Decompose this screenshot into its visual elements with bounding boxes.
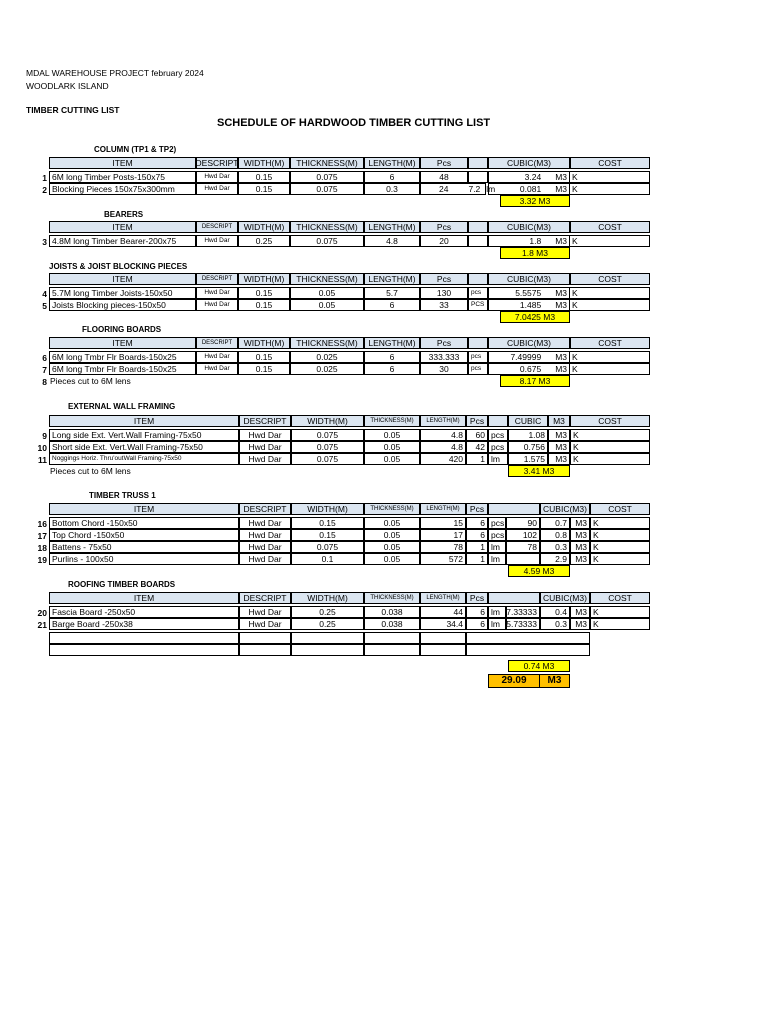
item-name: Purlins - 100x50 — [49, 553, 239, 565]
joists-header-thick: THICKNESS(M) — [290, 273, 364, 285]
wall-header-desc: DESCRIPT — [239, 415, 291, 427]
item-cubic: 1.485 — [519, 299, 542, 310]
item-lm: 102 — [506, 529, 540, 541]
joists-header-cost: COST — [570, 273, 650, 285]
item-lm: 5.73333 — [506, 618, 540, 630]
joists-header-pcs: Pcs — [420, 273, 468, 285]
item-cost: K — [570, 235, 650, 247]
item-cost: K — [590, 606, 650, 618]
item-cubic-unit: M3 — [555, 183, 567, 194]
item-thickness: 0.05 — [364, 529, 420, 541]
item-pcs: 60 — [466, 429, 488, 441]
item-width: 0.15 — [238, 351, 290, 363]
item-cubic-unit: M3 — [570, 553, 590, 565]
item-pcs: 130 — [420, 287, 468, 299]
item-lm-value: 7.2 — [468, 183, 481, 194]
item-name: 6M long Tmbr Flr Boards-150x25 — [49, 351, 196, 363]
truss-header-thick: THICKNESS(M) — [364, 503, 420, 515]
row-number: 19 — [37, 555, 47, 565]
item-cubic: 0.4 — [540, 606, 570, 618]
item-width: 0.075 — [291, 441, 364, 453]
row-number: 21 — [37, 620, 47, 630]
item-descript: Hwd Dar — [196, 351, 238, 363]
column-header-item: ITEM — [49, 157, 196, 169]
blank-cell — [420, 644, 466, 656]
item-pcs: 1 — [466, 541, 488, 553]
flooring-header-cost: COST — [570, 337, 650, 349]
item-cubic-wrap — [488, 299, 570, 311]
item-pcs-value: 24 — [439, 183, 449, 194]
item-length: 0.3 — [364, 183, 420, 195]
item-width: 0.075 — [291, 453, 364, 465]
item-cubic-wrap — [488, 287, 570, 299]
item-cost: K — [570, 171, 650, 183]
item-descript: Hwd Dar — [239, 541, 291, 553]
joists-header-item: ITEM — [49, 273, 196, 285]
item-length: 6 — [364, 363, 420, 375]
item-cubic-wrap — [488, 351, 570, 363]
item-thickness: 0.038 — [364, 618, 420, 630]
blank-cell — [466, 644, 590, 656]
project-location: WOODLARK ISLAND — [26, 81, 109, 91]
item-descript: Hwd Dar — [239, 606, 291, 618]
item-width: 0.15 — [238, 287, 290, 299]
item-cost: K — [590, 618, 650, 630]
row-number: 10 — [37, 443, 47, 453]
item-length: 34.4 — [420, 618, 466, 630]
item-thickness: 0.05 — [364, 453, 420, 465]
bearers-header-length: LENGTH(M) — [364, 221, 420, 233]
item-pcs: 48 — [420, 171, 468, 183]
truss-header-item: ITEM — [49, 503, 239, 515]
bearers-header-item: ITEM — [49, 221, 196, 233]
row-number: 5 — [42, 301, 47, 311]
wall-header-length: LENGTH(M) — [420, 415, 466, 427]
item-thickness: 0.075 — [290, 235, 364, 247]
column-total: 3.32 M3 — [500, 195, 570, 207]
item-cost: K — [570, 363, 650, 375]
item-length: 6 — [364, 351, 420, 363]
item-length: 17 — [420, 529, 466, 541]
item-unit: lm — [488, 606, 506, 618]
column-header-width: WIDTH(M) — [238, 157, 290, 169]
item-descript: Hwd Dar — [239, 529, 291, 541]
item-descript: Hwd Dar — [239, 517, 291, 529]
item-cubic: 1.08 — [508, 429, 548, 441]
item-cubic: 0.081 — [519, 183, 542, 194]
item-width: 0.15 — [238, 183, 290, 195]
column-header-desc: DESCRIPT — [195, 157, 239, 168]
item-cubic: 7.49999 — [510, 351, 542, 362]
item-descript: Hwd Dar — [239, 453, 291, 465]
column-header-pcs: Pcs — [420, 157, 468, 169]
truss-section-title: TIMBER TRUSS 1 — [89, 491, 156, 500]
flooring-header-item: ITEM — [49, 337, 196, 349]
item-cubic-unit: M3 — [570, 529, 590, 541]
item-width: 0.25 — [291, 606, 364, 618]
item-cubic-unit: M3 — [570, 606, 590, 618]
wall-header-thick: THICKNESS(M) — [364, 415, 420, 427]
item-name: Joists Blocking pieces-150x50 — [49, 299, 196, 311]
item-descript: Hwd Dar — [196, 299, 238, 311]
item-descript: Hwd Dar — [239, 441, 291, 453]
flooring-header-width: WIDTH(M) — [238, 337, 290, 349]
roofing-header-desc: DESCRIPT — [239, 592, 291, 604]
flooring-header-length: LENGTH(M) — [364, 337, 420, 349]
item-pcs: 30 — [420, 363, 468, 375]
wall-header-cost: COST — [570, 415, 650, 427]
row-number: 17 — [37, 531, 47, 541]
item-unit: lm — [488, 553, 506, 565]
item-descript: Hwd Dar — [196, 171, 238, 183]
wall-header-blank — [488, 415, 508, 427]
item-cubic-unit: M3 — [555, 363, 567, 374]
item-name: Fascia Board -250x50 — [49, 606, 239, 618]
item-cubic: 0.3 — [540, 618, 570, 630]
item-cost: K — [590, 553, 650, 565]
item-lm: 7.33333 — [506, 606, 540, 618]
item-length: 4.8 — [420, 429, 466, 441]
roofing-header-length: LENGTH(M) — [420, 592, 466, 604]
item-pcs: 42 — [466, 441, 488, 453]
flooring-total: 8.17 M3 — [500, 375, 570, 387]
flooring-header-desc: DESCRIPT — [196, 337, 238, 349]
item-unit: PCS — [468, 299, 488, 311]
item-length: 4.8 — [420, 441, 466, 453]
item-cubic-wrap — [488, 171, 570, 183]
wall-header-m3: M3 — [548, 415, 570, 427]
item-cubic: 0.756 — [508, 441, 548, 453]
item-unit: pcs — [488, 529, 506, 541]
row-number: 16 — [37, 519, 47, 529]
item-cubic-unit: M3 — [548, 453, 570, 465]
item-name: Long side Ext. Vert.Wall Framing-75x50 — [49, 429, 239, 441]
column-header-thick: THICKNESS(M) — [290, 157, 364, 169]
item-width: 0.15 — [238, 363, 290, 375]
item-cubic-unit: M3 — [548, 429, 570, 441]
item-thickness: 0.05 — [364, 517, 420, 529]
item-name: Bottom Chord -150x50 — [49, 517, 239, 529]
item-cost: K — [570, 183, 650, 195]
flooring-header-blank — [468, 337, 488, 349]
list-title: TIMBER CUTTING LIST — [26, 105, 120, 115]
item-cubic-unit: M3 — [555, 287, 567, 298]
item-cubic: 0.675 — [519, 363, 542, 374]
item-cubic-unit: M3 — [570, 541, 590, 553]
item-cubic: 0.8 — [540, 529, 570, 541]
item-width: 0.15 — [291, 517, 364, 529]
roofing-header-blank — [488, 592, 540, 604]
item-thickness: 0.038 — [364, 606, 420, 618]
roofing-total: 0.74 M3 — [508, 660, 570, 672]
item-cubic: 1.8 — [529, 235, 542, 246]
joists-header-length: LENGTH(M) — [364, 273, 420, 285]
item-cubic-unit: M3 — [555, 299, 567, 310]
schedule-title: SCHEDULE OF HARDWOOD TIMBER CUTTING LIST — [217, 117, 491, 129]
joists-header-cubic: CUBIC(M3) — [488, 273, 570, 285]
item-width: 0.25 — [291, 618, 364, 630]
flooring-header-thick: THICKNESS(M) — [290, 337, 364, 349]
item-name: Blocking Pieces 150x75x300mm — [49, 183, 196, 195]
item-unit — [468, 235, 488, 247]
blank-cell — [239, 644, 291, 656]
truss-header-cost: COST — [590, 503, 650, 515]
item-descript: Hwd Dar — [196, 287, 238, 299]
blank-cell — [49, 644, 239, 656]
blank-cell — [49, 632, 239, 644]
truss-header-width: WIDTH(M) — [291, 503, 364, 515]
item-lm: 90 — [506, 517, 540, 529]
row-number: 2 — [42, 185, 47, 195]
item-name: Noggings Horiz. Thru'outWall Framing-75x50 — [49, 453, 239, 465]
item-cubic-unit: M3 — [570, 618, 590, 630]
truss-header-desc: DESCRIPT — [239, 503, 291, 515]
flooring-header-cubic: CUBIC(M3) — [488, 337, 570, 349]
item-unit: pcs — [488, 517, 506, 529]
item-unit: pcs — [468, 363, 488, 375]
item-thickness: 0.05 — [364, 429, 420, 441]
item-cost: K — [570, 287, 650, 299]
item-pcs: 6 — [466, 606, 488, 618]
row-number: 9 — [42, 431, 47, 441]
column-header-length: LENGTH(M) — [364, 157, 420, 169]
bearers-header-blank — [468, 221, 488, 233]
roofing-header-thick: THICKNESS(M) — [364, 592, 420, 604]
item-name: 6M long Tmbr Flr Boards-150x25 — [49, 363, 196, 375]
item-cubic: 5.5575 — [515, 287, 542, 298]
row-number: 7 — [42, 365, 47, 375]
bearers-total: 1.8 M3 — [500, 247, 570, 259]
item-unit: lm — [486, 183, 496, 194]
column-header-cubic: CUBIC(M3) — [488, 157, 570, 169]
item-name: Battens - 75x50 — [49, 541, 239, 553]
item-descript: Hwd Dar — [239, 553, 291, 565]
row-number: 18 — [37, 543, 47, 553]
item-length: 6 — [364, 299, 420, 311]
blank-cell — [364, 632, 420, 644]
item-pcs: 333.333 — [420, 351, 468, 363]
item-cubic-unit: M3 — [555, 235, 567, 246]
wall-header-item: ITEM — [49, 415, 239, 427]
item-cubic-wrap — [488, 363, 570, 375]
item-pcs: 1 — [466, 553, 488, 565]
truss-total: 4.59 M3 — [508, 565, 570, 577]
item-thickness: 0.025 — [290, 351, 364, 363]
item-cubic: 1.575 — [508, 453, 548, 465]
item-unit: lm — [488, 541, 506, 553]
item-cost: K — [570, 351, 650, 363]
roofing-header-cubic: CUBIC(M3) — [540, 592, 590, 604]
item-unit: lm — [488, 453, 508, 465]
blank-cell — [291, 632, 364, 644]
grand-total-unit: M3 — [540, 674, 570, 688]
column-header-cost: COST — [570, 157, 650, 169]
bearers-header-desc: DESCRIPT — [196, 221, 238, 233]
row-number: 4 — [42, 289, 47, 299]
item-cost: K — [590, 529, 650, 541]
item-cost: K — [570, 429, 650, 441]
item-width: 0.15 — [291, 529, 364, 541]
wall-header-cubic: CUBIC — [508, 415, 548, 427]
joists-header-blank — [468, 273, 488, 285]
item-pcs — [420, 183, 496, 195]
item-thickness: 0.05 — [290, 299, 364, 311]
item-unit — [468, 171, 488, 183]
item-cubic: 3.24 — [524, 171, 542, 182]
wall-header-pcs: Pcs — [466, 415, 488, 427]
item-cost: K — [570, 441, 650, 453]
item-lm: 78 — [506, 541, 540, 553]
item-name: 6M long Timber Posts-150x75 — [49, 171, 196, 183]
item-cost: K — [570, 453, 650, 465]
row-number: 1 — [42, 173, 47, 183]
roofing-header-cost: COST — [590, 592, 650, 604]
item-descript: Hwd Dar — [239, 429, 291, 441]
item-unit: pcs — [488, 429, 508, 441]
item-thickness: 0.05 — [364, 441, 420, 453]
item-cost: K — [590, 517, 650, 529]
item-length: 6 — [364, 171, 420, 183]
row-number: 3 — [42, 237, 47, 247]
item-name: Top Chord -150x50 — [49, 529, 239, 541]
item-cost: K — [570, 299, 650, 311]
roofing-section-title: ROOFING TIMBER BOARDS — [68, 580, 176, 589]
item-cubic-unit: M3 — [555, 351, 567, 362]
truss-header-blank — [488, 503, 540, 515]
blank-cell — [420, 632, 466, 644]
project-title: MDAL WAREHOUSE PROJECT february 2024 — [26, 68, 204, 78]
item-name: Barge Board -250x38 — [49, 618, 239, 630]
item-unit: pcs — [468, 351, 488, 363]
truss-header-pcs: Pcs — [466, 503, 488, 515]
item-thickness: 0.025 — [290, 363, 364, 375]
blank-cell — [291, 644, 364, 656]
item-cubic-unit: M3 — [548, 441, 570, 453]
item-width: 0.1 — [291, 553, 364, 565]
item-cubic-unit: M3 — [555, 171, 567, 182]
blank-cell — [364, 644, 420, 656]
item-length: 78 — [420, 541, 466, 553]
row-number: 20 — [37, 608, 47, 618]
blank-cell — [239, 632, 291, 644]
item-cubic: 0.3 — [540, 541, 570, 553]
column-header-blank — [468, 157, 488, 169]
item-unit: lm — [488, 618, 506, 630]
item-thickness: 0.075 — [290, 183, 364, 195]
bearers-section-title: BEARERS — [104, 210, 144, 219]
blank-cell — [466, 632, 590, 644]
flooring-header-pcs: Pcs — [420, 337, 468, 349]
truss-header-cubic: CUBIC(M3) — [540, 503, 590, 515]
item-cubic: 2.9 — [540, 553, 570, 565]
bearers-header-width: WIDTH(M) — [238, 221, 290, 233]
column-section-title: COLUMN (TP1 & TP2) — [94, 145, 177, 154]
item-descript: Hwd Dar — [196, 363, 238, 375]
joists-total: 7.0425 M3 — [500, 311, 570, 323]
item-pcs: 6 — [466, 517, 488, 529]
row-number: 8 — [42, 377, 47, 387]
item-width: 0.075 — [291, 429, 364, 441]
joists-section-title: JOISTS & JOIST BLOCKING PIECES — [49, 262, 188, 271]
item-width: 0.25 — [238, 235, 290, 247]
item-cubic-wrap — [488, 183, 570, 195]
item-name: Short side Ext. Vert.Wall Framing-75x50 — [49, 441, 239, 453]
item-thickness: 0.05 — [290, 287, 364, 299]
flooring-note: Pieces cut to 6M lens — [50, 376, 131, 386]
item-descript: Hwd Dar — [196, 183, 238, 195]
wall-total: 3.41 M3 — [508, 465, 570, 477]
flooring-section-title: FLOORING BOARDS — [82, 325, 162, 334]
item-length: 15 — [420, 517, 466, 529]
item-length: 4.8 — [364, 235, 420, 247]
wall-note: Pieces cut to 6M lens — [50, 466, 131, 476]
item-cost: K — [590, 541, 650, 553]
grand-total-value: 29.09 — [488, 674, 540, 688]
item-name: 4.8M long Timber Bearer-200x75 — [49, 235, 196, 247]
wall-section-title: EXTERNAL WALL FRAMING — [68, 402, 176, 411]
item-descript: Hwd Dar — [239, 618, 291, 630]
item-pcs: 20 — [420, 235, 468, 247]
item-thickness: 0.05 — [364, 553, 420, 565]
roofing-header-item: ITEM — [49, 592, 239, 604]
item-thickness: 0.05 — [364, 541, 420, 553]
item-descript: Hwd Dar — [196, 235, 238, 247]
row-number: 11 — [38, 455, 47, 465]
item-length: 5.7 — [364, 287, 420, 299]
bearers-header-cost: COST — [570, 221, 650, 233]
bearers-header-pcs: Pcs — [420, 221, 468, 233]
item-unit: pcs — [488, 441, 508, 453]
item-width: 0.15 — [238, 299, 290, 311]
item-cubic-unit: M3 — [570, 517, 590, 529]
joists-header-width: WIDTH(M) — [238, 273, 290, 285]
item-thickness: 0.075 — [290, 171, 364, 183]
bearers-header-cubic: CUBIC(M3) — [488, 221, 570, 233]
item-pcs: 6 — [466, 529, 488, 541]
item-length: 572 — [420, 553, 466, 565]
item-width: 0.075 — [291, 541, 364, 553]
truss-header-length: LENGTH(M) — [420, 503, 466, 515]
roofing-header-width: WIDTH(M) — [291, 592, 364, 604]
item-pcs: 1 — [466, 453, 488, 465]
item-cubic: 0.7 — [540, 517, 570, 529]
item-width: 0.15 — [238, 171, 290, 183]
row-number: 6 — [42, 353, 47, 363]
joists-header-desc: DESCRIPT — [196, 273, 238, 285]
item-length: 44 — [420, 606, 466, 618]
item-pcs: 33 — [420, 299, 468, 311]
item-cubic-wrap — [488, 235, 570, 247]
bearers-header-thick: THICKNESS(M) — [290, 221, 364, 233]
item-pcs: 6 — [466, 618, 488, 630]
item-unit: pcs — [468, 287, 488, 299]
roofing-header-pcs: Pcs — [466, 592, 488, 604]
item-length: 420 — [420, 453, 466, 465]
item-name: 5.7M long Timber Joists-150x50 — [49, 287, 196, 299]
item-lm — [506, 553, 540, 565]
wall-header-width: WIDTH(M) — [291, 415, 364, 427]
